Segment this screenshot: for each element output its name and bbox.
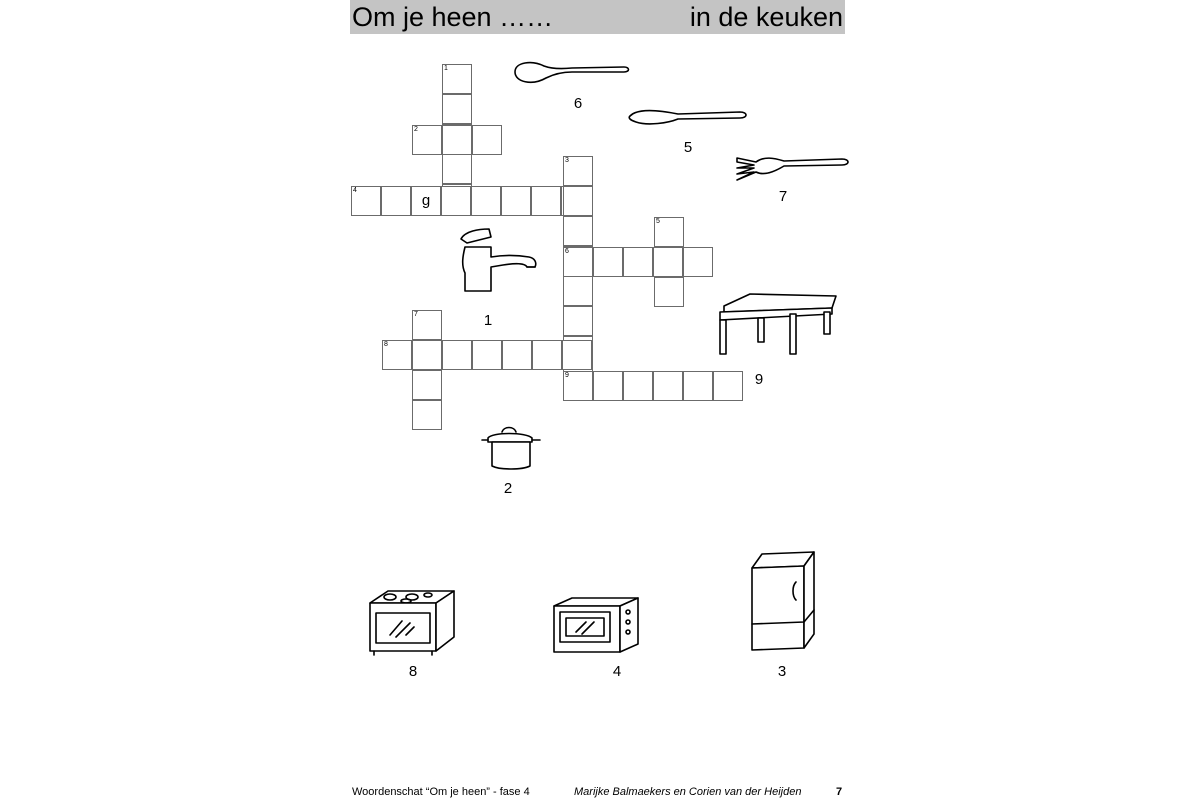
picture-number: 3	[777, 663, 787, 680]
clue-number: 2	[414, 126, 418, 133]
crossword-cell[interactable]	[442, 340, 472, 370]
cell-letter: g	[421, 192, 431, 209]
crossword-cell[interactable]	[654, 277, 684, 307]
crossword-cell[interactable]	[563, 371, 593, 401]
crossword-cell[interactable]	[562, 340, 592, 370]
crossword-cell[interactable]	[623, 247, 653, 277]
picture-number: 2	[503, 480, 513, 497]
crossword-cell[interactable]	[653, 371, 683, 401]
fork-icon	[734, 152, 852, 186]
crossword-cell[interactable]	[653, 247, 683, 277]
picture-number: 8	[408, 663, 418, 680]
crossword-cell[interactable]	[412, 310, 442, 340]
crossword-cell[interactable]	[442, 94, 472, 124]
crossword-cell[interactable]	[472, 340, 502, 370]
crossword-cell[interactable]	[563, 156, 593, 186]
crossword-cell[interactable]	[381, 186, 411, 216]
crossword-cell[interactable]	[623, 371, 653, 401]
crossword-cell[interactable]	[412, 370, 442, 400]
crossword-cell[interactable]	[472, 125, 502, 155]
knife-icon	[628, 106, 750, 128]
clue-number: 6	[565, 248, 569, 255]
crossword-cell[interactable]	[563, 216, 593, 246]
picture-number: 4	[612, 663, 622, 680]
picture-number: 6	[573, 95, 583, 112]
clue-number: 7	[414, 311, 418, 318]
crossword-cell[interactable]	[351, 186, 381, 216]
picture-number: 5	[683, 139, 693, 156]
crossword-cell[interactable]	[412, 125, 442, 155]
spoon-icon	[512, 58, 632, 88]
crossword-cell[interactable]	[683, 247, 713, 277]
footer-series: Woordenschat “Om je heen” - fase 4	[352, 786, 530, 798]
crossword-cell[interactable]	[532, 340, 562, 370]
picture-number: 9	[754, 371, 764, 388]
crossword-cell[interactable]	[501, 186, 531, 216]
crossword-cell[interactable]	[442, 125, 472, 155]
crossword-cell[interactable]	[593, 247, 623, 277]
crossword-cell[interactable]	[382, 340, 412, 370]
table-icon	[714, 292, 840, 358]
clue-number: 4	[353, 187, 357, 194]
clue-number: 1	[444, 65, 448, 72]
picture-number: 7	[778, 188, 788, 205]
crossword-cell[interactable]	[563, 276, 593, 306]
crossword-cell[interactable]	[683, 371, 713, 401]
fridge-icon	[748, 548, 820, 654]
footer-authors: Marijke Balmaekers en Corien van der Heijden	[574, 786, 802, 798]
pan-icon	[480, 420, 542, 472]
crossword-cell[interactable]	[411, 186, 441, 216]
crossword-cell[interactable]	[442, 154, 472, 184]
crossword-cell[interactable]	[471, 186, 501, 216]
crossword-cell[interactable]	[654, 217, 684, 247]
clue-number: 3	[565, 157, 569, 164]
page-number: 7	[836, 786, 843, 798]
crossword-cell[interactable]	[563, 186, 593, 216]
crossword-cell[interactable]	[563, 306, 593, 336]
clue-number: 8	[384, 341, 388, 348]
clue-number: 9	[565, 372, 569, 379]
picture-number: 1	[483, 312, 493, 329]
crossword-cell[interactable]	[593, 371, 623, 401]
title-left: Om je heen ……	[352, 2, 554, 32]
crossword-cell[interactable]	[441, 186, 471, 216]
title-right: in de keuken	[689, 2, 843, 32]
crossword-cell[interactable]	[442, 64, 472, 94]
crossword-cell[interactable]	[563, 247, 593, 277]
crossword-cell[interactable]	[502, 340, 532, 370]
clue-number: 5	[656, 218, 660, 225]
stove-icon	[366, 585, 458, 659]
crossword-cell[interactable]	[412, 400, 442, 430]
tap-icon	[455, 225, 545, 297]
microwave-icon	[550, 596, 642, 658]
page-title-bar	[350, 0, 845, 34]
crossword-cell[interactable]	[412, 340, 442, 370]
crossword-cell[interactable]	[713, 371, 743, 401]
crossword-cell[interactable]	[531, 186, 561, 216]
